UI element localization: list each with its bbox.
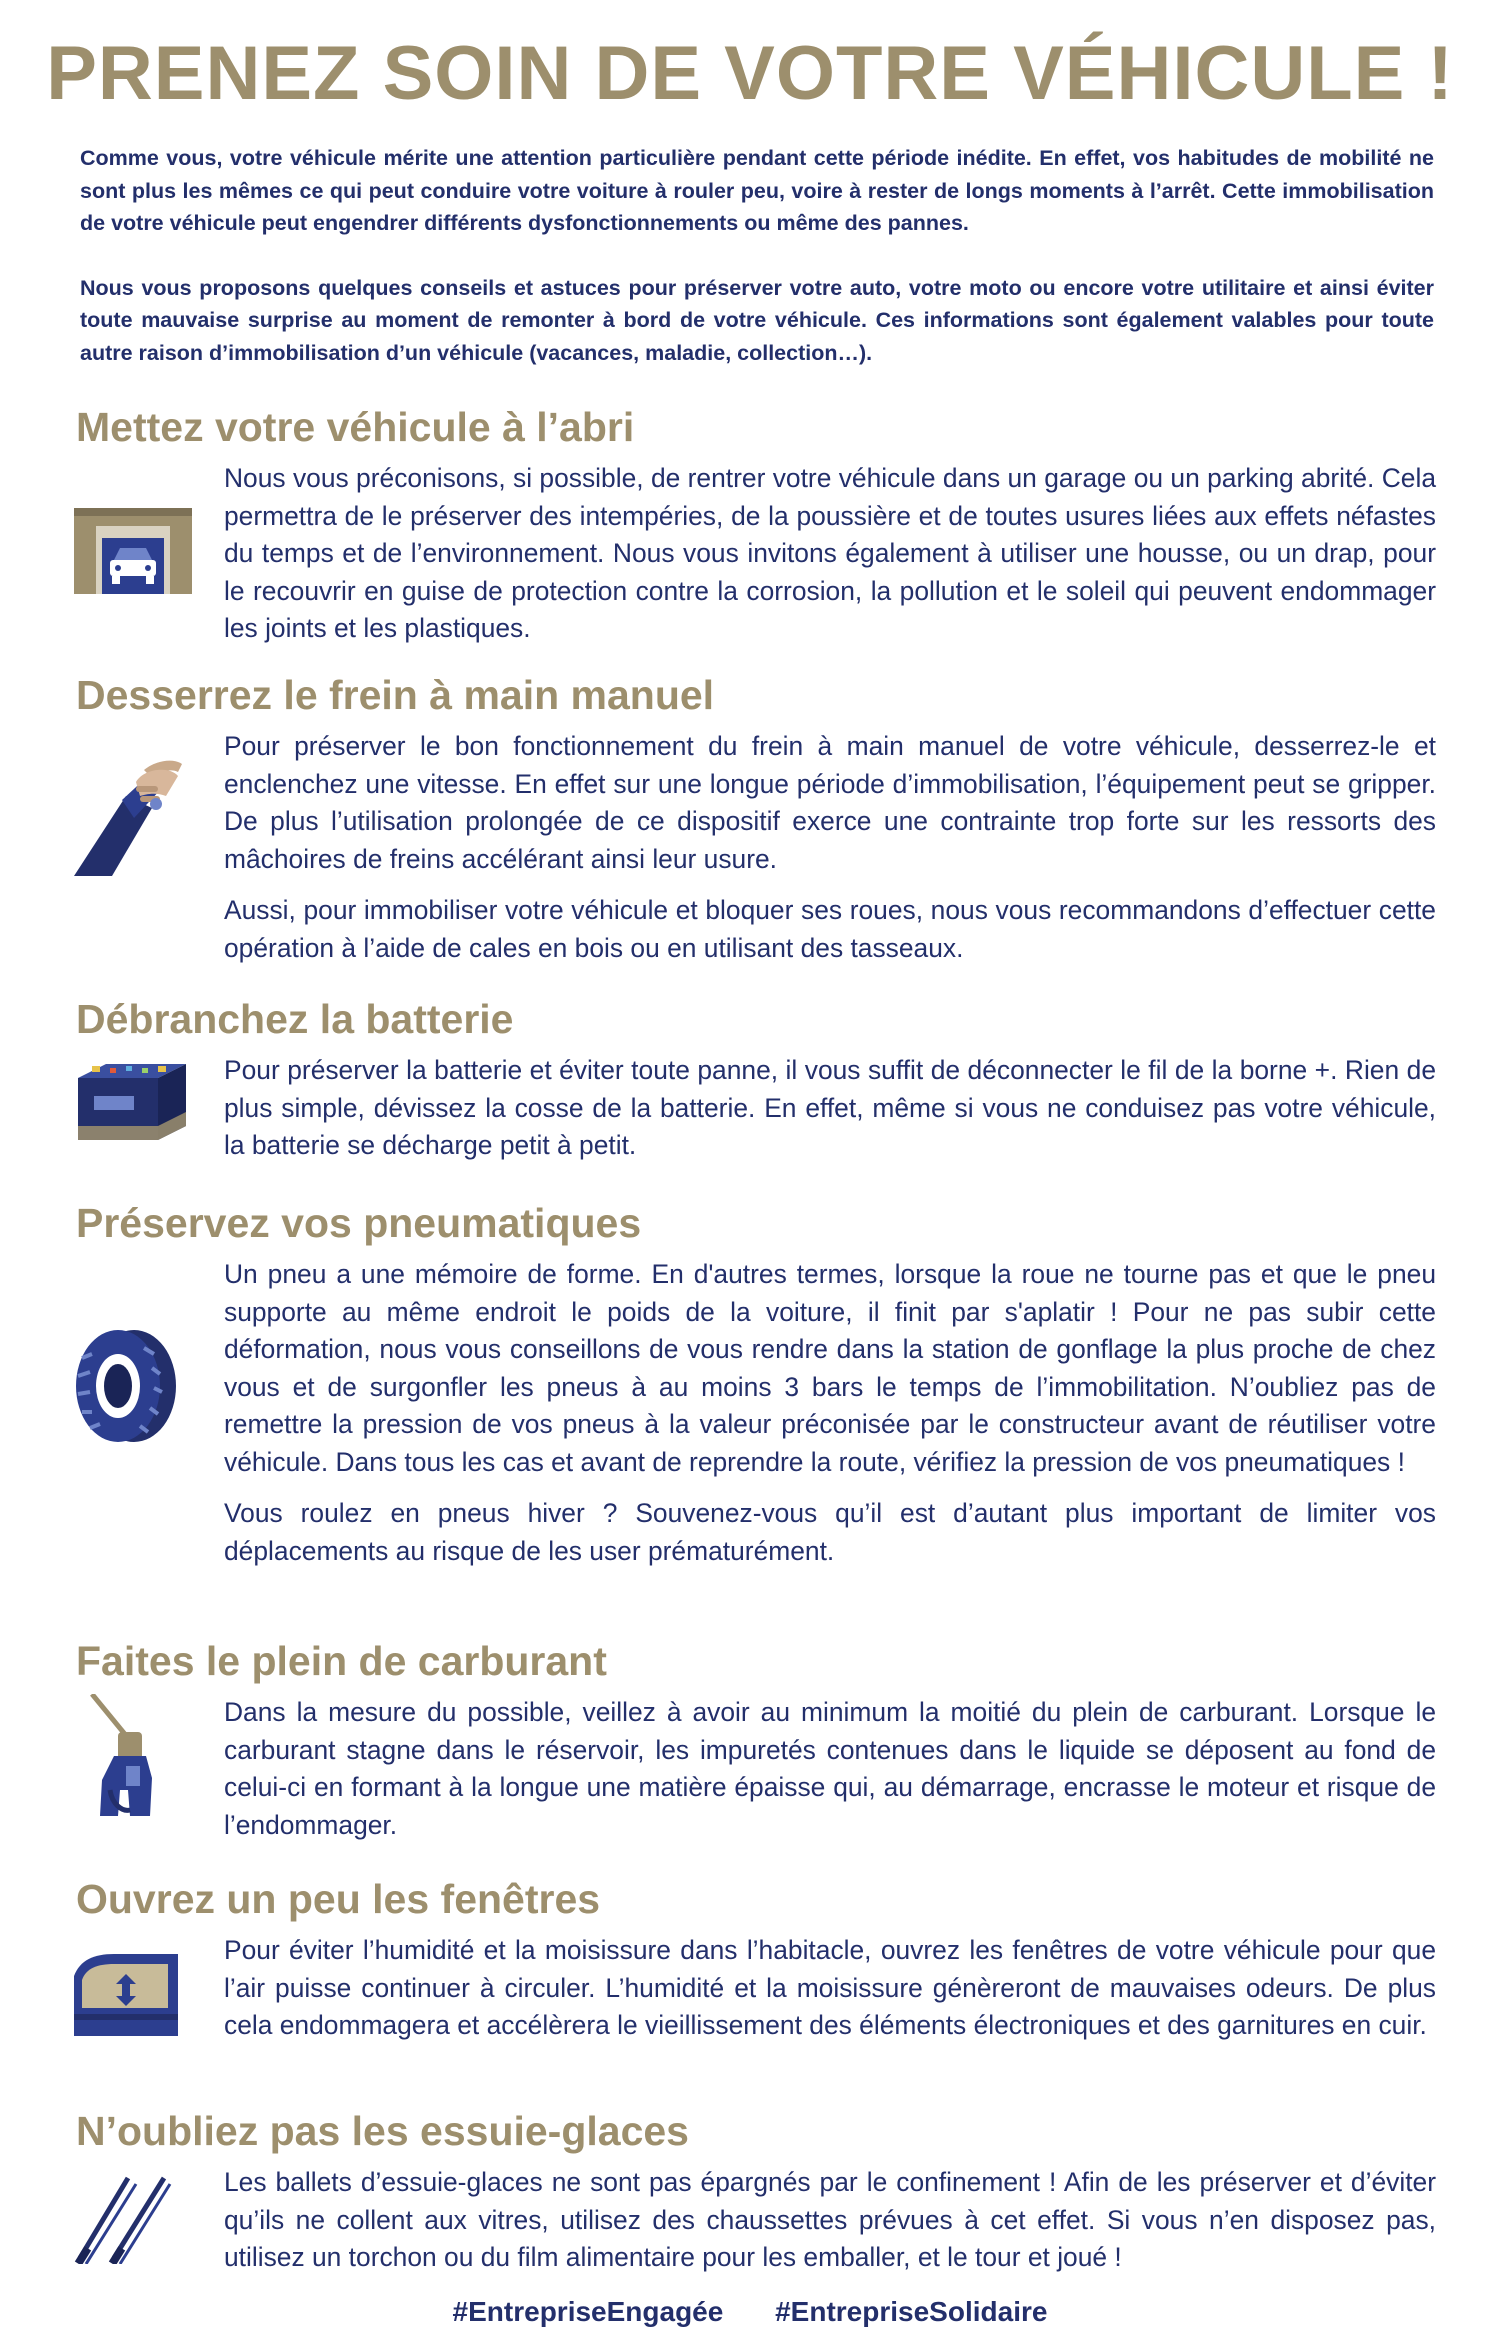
section-tires xyxy=(76,1198,1436,1584)
hashtag-solidaire[interactable]: #EntrepriseSolidaire xyxy=(775,2296,1048,2327)
intro-paragraph-2: Nous vous proposons quelques conseils et astuces pour préserver votre auto, votre moto ou encore votre utilitaire et ainsi éviter toute mauvaise surprise au moment de remonter à bord de votre véhicule. Ces informations sont également valables pour toute autre raison d’immobilisation d’un véhicule (vacances, maladie, collection…). xyxy=(80,275,1434,365)
section-fuel xyxy=(76,1636,1436,1858)
section-heading: Ouvrez un peu les fenêtres xyxy=(76,1876,601,1922)
hashtags xyxy=(0,2296,1500,2328)
section-text: Les ballets d’essuie-glaces ne sont pas épargnés par le confinement ! Afin de les préserver et d’éviter qu’ils ne collent aux vitres, utilisez des chaussettes prévues à cet effet. Si vous n’en disposez pas, utilisez un torchon ou du film alimentaire pour les emballer, et le tour et joué ! xyxy=(224,2167,1436,2272)
section-heading: N’oubliez pas les essuie-glaces xyxy=(76,2108,689,2154)
section-heading: Débranchez la batterie xyxy=(76,996,514,1042)
garage-icon xyxy=(74,508,192,594)
handbrake-icon xyxy=(74,756,186,876)
fuel-nozzle-icon xyxy=(74,1694,164,1824)
section-heading: Faites le plein de carburant xyxy=(76,1638,607,1684)
intro xyxy=(80,142,1434,401)
section-windows xyxy=(76,1874,1436,2059)
section-text: Un pneu a une mémoire de forme. En d'autres termes, lorsque la roue ne tourne pas et que le pneu supporte au même endroit le poids de la voiture, il finit par s'aplatir ! Pour ne pas subir cette déformation, nous vous conseillons de vous rendre dans la station de gonflage la plus proche de chez vous et de surgonfler les pneus à au moins 3 bars le temps de l’immobilitation. N’oubliez pas de remettre la pression de vos pneus à la valeur préconisée par le constructeur avant de réutiliser votre véhicule. Dans tous les cas et avant de reprendre la route, vérifiez la pression de vos pneumatiques ! xyxy=(224,1259,1436,1477)
section-text: Vous roulez en pneus hiver ? Souvenez-vous qu’il est d’autant plus important de limiter vos déplacements au risque de les user prématurément. xyxy=(224,1498,1436,1566)
section-text: Dans la mesure du possible, veillez à avoir au minimum la moitié du plein de carburant. Lorsque le carburant stagne dans le réservoir, les impuretés contenues dans le liquide se déposent au fond de celui-ci en formant à la longue une matière épaisse qui, au démarrage, encrasse le moteur et risque de l’endommager. xyxy=(224,1697,1436,1840)
section-shelter xyxy=(76,402,1436,662)
tire-icon xyxy=(74,1328,180,1444)
battery-icon xyxy=(74,1056,192,1140)
page-title: PRENEZ SOIN DE VOTRE VÉHICULE ! xyxy=(46,31,1454,116)
section-handbrake xyxy=(76,670,1436,981)
section-heading: Préservez vos pneumatiques xyxy=(76,1200,642,1246)
car-window-icon xyxy=(74,1952,178,2036)
section-battery xyxy=(76,994,1436,1179)
wiper-icon xyxy=(74,2170,174,2264)
section-text: Aussi, pour immobiliser votre véhicule et bloquer ses roues, nous vous recommandons d’effectuer cette opération à l’aide de cales en bois ou en utilisant des tasseaux. xyxy=(224,895,1436,963)
section-wipers xyxy=(76,2106,1436,2291)
hashtag-engagee[interactable]: #EntrepriseEngagée xyxy=(452,2296,724,2327)
section-heading: Desserrez le frein à main manuel xyxy=(76,672,715,718)
section-text: Pour éviter l’humidité et la moisissure dans l’habitacle, ouvrez les fenêtres de votre véhicule pour que l’air puisse continuer à circuler. L’humidité et la moisissure génèreront de mauvaises odeurs. De plus cela endommagera et accélèrera le vieillissement des éléments électroniques et des garnitures en cuir. xyxy=(224,1935,1436,2040)
section-heading: Mettez votre véhicule à l’abri xyxy=(76,404,635,450)
section-text: Nous vous préconisons, si possible, de rentrer votre véhicule dans un garage ou un parking abrité. Cela permettra de le préserver des intempéries, de la poussière et de toutes usures liées aux effets néfastes du temps et de l’environnement. Nous vous invitons également à utiliser une housse, ou un drap, pour le recouvrir en guise de protection contre la corrosion, la pollution et le soleil qui peuvent endommager les joints et les plastiques. xyxy=(224,463,1436,643)
intro-paragraph-1: Comme vous, votre véhicule mérite une attention particulière pendant cette période inédite. En effet, vos habitudes de mobilité ne sont plus les mêmes ce qui peut conduire votre voiture à rouler peu, voire à rester de longs moments à l’arrêt. Cette immobilisation de votre véhicule peut engendrer différents dysfonctionnements ou même des pannes. xyxy=(80,146,1434,235)
section-text: Pour préserver le bon fonctionnement du frein à main manuel de votre véhicule, desserrez-le et enclenchez une vitesse. En effet sur une longue période d’immobilisation, l’équipement peut se gripper. De plus l’utilisation prolongée de ce dispositif exerce une contrainte trop forte sur les ressorts des mâchoires de freins accélérant ainsi leur usure. xyxy=(224,731,1436,874)
section-text: Pour préserver la batterie et éviter toute panne, il vous suffit de déconnecter le fil de la borne +. Rien de plus simple, dévissez la cosse de la batterie. En effet, même si vous ne conduisez pas votre véhicule, la batterie se décharge petit à petit. xyxy=(224,1055,1436,1160)
